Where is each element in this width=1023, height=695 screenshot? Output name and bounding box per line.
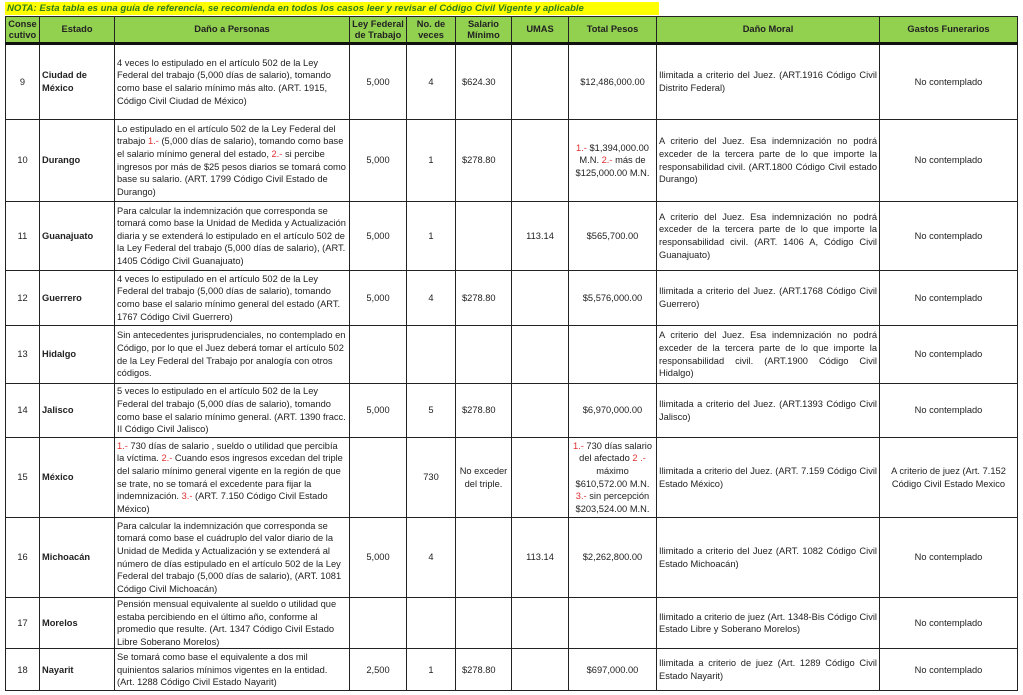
- state-name: Jalisco: [40, 384, 115, 438]
- dano-personas-cell: [115, 202, 350, 271]
- umas-cell: [512, 384, 569, 438]
- no-veces-cell: 1: [407, 120, 456, 202]
- salario-minimo-cell: [456, 649, 512, 691]
- dano-moral-cell: Ilimitado a criterio del Juez (ART. 1082 Código Civil Estado Michoacán): [657, 518, 880, 598]
- ley-federal-cell: 5,000: [350, 44, 407, 120]
- text-segment: más de $125,000.00 M.N.: [575, 155, 650, 178]
- gastos-funerarios-cell: No contemplado: [880, 326, 1018, 384]
- salario-value: 278.80: [467, 405, 496, 416]
- salario-minimo-cell: [456, 202, 512, 271]
- text-segment: 730 días de salario , sueldo o utilidad que percibía la víctima.: [117, 440, 338, 464]
- header-consecutivo: Conse cutivo: [6, 17, 40, 44]
- text-segment: Sin antecedentes jurisprudenciales, no contemplado en Código, por lo que el Juez deberá tomar el artículo 502 de la Ley Federal del Trabajo por analogía con otros códigos.: [117, 330, 346, 379]
- row-number: 14: [6, 384, 40, 438]
- row-number: 15: [6, 438, 40, 518]
- salario-minimo-cell: [456, 271, 512, 326]
- text-segment: Para calcular la indemnización que corresponda se tomará como base el cuádruplo del valor diario de la Unidad de Medida y Actualización y se extenderá al número de días estipulado en el artículo 502 de la Ley Federal del trabajo (5,000 días de salario), (ART. 1081 Código Civil Michoacán): [117, 520, 342, 594]
- table-row: [6, 384, 1018, 438]
- table-row: [6, 271, 1018, 326]
- ley-federal-cell: [350, 326, 407, 384]
- total-pesos-cell: [569, 518, 657, 598]
- text-segment: $697,000.00: [586, 664, 639, 675]
- salario-minimo-cell: [456, 598, 512, 649]
- no-veces-cell: 1: [407, 649, 456, 691]
- item-number-marker: 2 .-: [632, 453, 646, 464]
- gastos-funerarios-cell: No contemplado: [880, 598, 1018, 649]
- row-number: 17: [6, 598, 40, 649]
- note-banner: NOTA: Esta tabla es una guía de referencia, se recomienda en todos los casos leer y revisar el Código Civil Vigente y aplicable: [5, 2, 659, 15]
- row-number: 10: [6, 120, 40, 202]
- item-number-marker: 2.-: [601, 155, 613, 166]
- text-segment: sin percepción $203,524.00 M.N.: [575, 491, 650, 514]
- item-number-marker: 1.-: [148, 136, 159, 147]
- text-segment: Cuando esos ingresos excedan del triple del salario mínimo general vigente en la región de que se trate, no se tomará el excedente para fijar la indemnización.: [117, 453, 343, 502]
- header-dano-moral: Daño Moral: [657, 17, 880, 44]
- text-segment: 4 veces lo estipulado en el artículo 502 de la Ley Federal del trabajo (5,000 días de salario), tomando como base el salario mínimo general del estado (ART. 1767 Código Civil Guerrero): [117, 273, 341, 322]
- header-umas: UMAS: [512, 17, 569, 44]
- text-segment: máximo $610,572.00 M.N.: [575, 465, 650, 489]
- ley-federal-cell: 5,000: [350, 518, 407, 598]
- no-veces-cell: 5: [407, 384, 456, 438]
- salario-value: 278.80: [467, 292, 496, 303]
- item-number-marker: 1.-: [576, 142, 587, 153]
- umas-cell: 113.14: [512, 202, 569, 271]
- text-segment: $12,486,000.00: [580, 76, 645, 87]
- state-name: Ciudad de México: [40, 44, 115, 120]
- salario-minimo-cell: [456, 326, 512, 384]
- ley-federal-cell: 5,000: [350, 120, 407, 202]
- row-number: 18: [6, 649, 40, 691]
- item-number-marker: 2.-: [271, 148, 283, 159]
- no-veces-cell: 4: [407, 518, 456, 598]
- row-number: 9: [6, 44, 40, 120]
- header-estado: Estado: [40, 17, 115, 44]
- dano-moral-cell: Ilimitada a criterio del Juez. (ART.1393 Código Civil Jalisco): [657, 384, 880, 438]
- text-segment: 4 veces lo estipulado en el artículo 502 de la Ley Federal del trabajo (5,000 días de salario), tomando como base el salario mínimo más alto. (ART. 1915, Código Civil Ciudad de México): [117, 57, 331, 106]
- text-segment: (ART. 7.150 Código Civil Estado México): [117, 491, 328, 514]
- no-veces-cell: 4: [407, 44, 456, 120]
- no-veces-cell: 1: [407, 202, 456, 271]
- umas-cell: [512, 271, 569, 326]
- dano-personas-cell: [115, 518, 350, 598]
- gastos-funerarios-cell: No contemplado: [880, 202, 1018, 271]
- salario-value: 278.80: [467, 664, 496, 675]
- umas-cell: [512, 44, 569, 120]
- item-number-marker: 1.-: [117, 440, 128, 451]
- state-name: Guerrero: [40, 271, 115, 326]
- gastos-funerarios-cell: A criterio de juez (Art. 7.152 Código Civil Estado Mexico: [880, 438, 1018, 518]
- salario-minimo-cell: [456, 120, 512, 202]
- text-segment: 730 días salario del afectado: [579, 440, 653, 464]
- header-no-veces: No. de veces: [407, 17, 456, 44]
- total-pesos-cell: [569, 44, 657, 120]
- no-veces-cell: 730: [407, 438, 456, 518]
- header-row: [6, 17, 1018, 44]
- umas-cell: [512, 649, 569, 691]
- header-total-pesos: Total Pesos: [569, 17, 657, 44]
- total-pesos-cell: [569, 120, 657, 202]
- umas-cell: [512, 120, 569, 202]
- text-segment: $565,700.00: [586, 230, 639, 241]
- total-pesos-cell: [569, 438, 657, 518]
- ley-federal-cell: 2,500: [350, 649, 407, 691]
- state-name: Hidalgo: [40, 326, 115, 384]
- currency-symbol: $: [462, 76, 468, 87]
- header-dano-personas: Daño a Personas: [115, 17, 350, 44]
- salario-value: 624.30: [467, 76, 496, 87]
- no-veces-cell: [407, 326, 456, 384]
- salario-minimo-cell: [456, 438, 512, 518]
- dano-moral-cell: Ilimitada a criterio del Juez. (ART.1768 Código Civil Guerrero): [657, 271, 880, 326]
- ley-federal-cell: 5,000: [350, 202, 407, 271]
- text-segment: Para calcular la indemnización que corresponda se tomará como base la Unidad de Medida y Actualización diaria y se extenderá lo estipulado en el artículo 502 de la Ley Federal del trabajo (5,000 días de salario), (ART. 1405 Código Civil Guanajuato): [117, 205, 346, 266]
- state-name: Guanajuato: [40, 202, 115, 271]
- umas-cell: [512, 326, 569, 384]
- total-pesos-cell: [569, 598, 657, 649]
- umas-cell: [512, 598, 569, 649]
- text-segment: $2,262,800.00: [582, 552, 643, 563]
- row-number: 12: [6, 271, 40, 326]
- dano-personas-cell: [115, 438, 350, 518]
- text-segment: si percibe ingresos por más de $25 pesos diarios se tomará como base su salario. (ART. 1799 Código Civil Estado de Durango): [117, 148, 346, 197]
- text-segment: (5,000 días de salario), tomando como base el salario mínimo general del estado,: [117, 136, 344, 159]
- umas-cell: 113.14: [512, 518, 569, 598]
- text-segment: Se tomará como base el equivalente a dos mil quinientos salarios mínimos vigentes en la entidad. (Art. 1288 Código Civil Estado Nayarit): [117, 651, 328, 688]
- header-salario-minimo: Salario Mínimo: [456, 17, 512, 44]
- item-number-marker: 2.-: [161, 453, 173, 464]
- item-number-marker: 3.-: [575, 491, 587, 502]
- gastos-funerarios-cell: No contemplado: [880, 384, 1018, 438]
- gastos-funerarios-cell: No contemplado: [880, 44, 1018, 120]
- state-name: México: [40, 438, 115, 518]
- dano-personas-cell: [115, 120, 350, 202]
- row-number: 16: [6, 518, 40, 598]
- dano-personas-cell: [115, 271, 350, 326]
- currency-symbol: $: [462, 664, 468, 675]
- dano-personas-cell: [115, 44, 350, 120]
- total-pesos-cell: [569, 202, 657, 271]
- total-pesos-cell: [569, 384, 657, 438]
- dano-personas-cell: [115, 649, 350, 691]
- salario-minimo-cell: [456, 518, 512, 598]
- row-number: 11: [6, 202, 40, 271]
- dano-personas-cell: [115, 326, 350, 384]
- no-veces-cell: [407, 598, 456, 649]
- text-segment: Lo estipulado en el artículo 502 de la Ley Federal del trabajo: [117, 123, 336, 147]
- ley-federal-cell: 5,000: [350, 384, 407, 438]
- header-ley-federal: Ley Federal de Trabajo: [350, 17, 407, 44]
- currency-symbol: $: [462, 405, 468, 416]
- state-name: Nayarit: [40, 649, 115, 691]
- text-segment: $6,970,000.00: [582, 405, 643, 416]
- dano-personas-cell: [115, 384, 350, 438]
- table-row: [6, 44, 1018, 120]
- dano-moral-cell: Ilimitada a criterio del Juez. (ART. 7.159 Código Civil Estado México): [657, 438, 880, 518]
- state-name: Morelos: [40, 598, 115, 649]
- gastos-funerarios-cell: No contemplado: [880, 649, 1018, 691]
- gastos-funerarios-cell: No contemplado: [880, 120, 1018, 202]
- dano-moral-cell: Ilimitada a criterio del Juez. (ART.1916 Código Civil Distrito Federal): [657, 44, 880, 120]
- salario-value: 278.80: [467, 155, 496, 166]
- salario-minimo-cell: [456, 384, 512, 438]
- row-number: 13: [6, 326, 40, 384]
- ley-federal-cell: [350, 598, 407, 649]
- state-name: Durango: [40, 120, 115, 202]
- salario-value: No exceder del triple.: [459, 465, 508, 489]
- text-segment: Pensión mensual equivalente al sueldo o utilidad que estaba percibiendo en el último año, conforme al promedio que resulte. (Art. 1347 Código Civil Estado Libre Soberano Morelos): [117, 599, 337, 647]
- ley-federal-cell: 5,000: [350, 271, 407, 326]
- table-row: [6, 598, 1018, 649]
- table-row: [6, 438, 1018, 518]
- dano-personas-cell: [115, 598, 350, 649]
- table-row: [6, 518, 1018, 598]
- dano-moral-cell: A criterio del Juez. Esa indemnización no podrá exceder de la tercera parte de lo que importe la responsabilidad civil. (ART.1800 Código Civil estado Durango): [657, 120, 880, 202]
- text-segment: $1,394,000.00 M.N.: [579, 142, 649, 166]
- ley-federal-cell: [350, 438, 407, 518]
- state-name: Michoacán: [40, 518, 115, 598]
- text-segment: $5,576,000.00: [582, 292, 643, 303]
- item-number-marker: 3.-: [181, 491, 193, 502]
- text-segment: 5 veces lo estipulado en el artículo 502 de la Ley Federal del trabajo (5,000 días de salario), tomando como base el salario mínimo general. (ART. 1390 fracc. II Código Civil Jalisco): [117, 386, 346, 435]
- currency-symbol: $: [462, 155, 468, 166]
- gastos-funerarios-cell: No contemplado: [880, 518, 1018, 598]
- header-gastos-funerarios: Gastos Funerarios: [880, 17, 1018, 44]
- currency-symbol: $: [462, 292, 468, 303]
- total-pesos-cell: [569, 271, 657, 326]
- gastos-funerarios-cell: No contemplado: [880, 271, 1018, 326]
- dano-moral-cell: A criterio del Juez. Esa indemnización no podrá exceder de la tercera parte de lo que importe la responsabilidad civil. (ART.1900 Código Civil Hidalgo): [657, 326, 880, 384]
- dano-moral-cell: Ilimitada a criterio de juez (Art. 1289 Código Civil Estado Nayarit): [657, 649, 880, 691]
- table-row: [6, 202, 1018, 271]
- salario-minimo-cell: [456, 44, 512, 120]
- no-veces-cell: 4: [407, 271, 456, 326]
- table-row: [6, 649, 1018, 691]
- total-pesos-cell: [569, 326, 657, 384]
- dano-moral-cell: Ilimitado a criterio de juez (Art. 1348-Bis Código Civil Estado Libre y Soberano Morelos): [657, 598, 880, 649]
- item-number-marker: 1.-: [572, 440, 584, 451]
- total-pesos-cell: [569, 649, 657, 691]
- table-row: [6, 326, 1018, 384]
- dano-moral-cell: A criterio del Juez. Esa indemnización no podrá exceder de la tercera parte de lo que importe la responsabilidad civil. (ART. 1406 A, Código Civil Guanajuato): [657, 202, 880, 271]
- table-row: [6, 120, 1018, 202]
- compensation-table: [5, 16, 1018, 691]
- umas-cell: [512, 438, 569, 518]
